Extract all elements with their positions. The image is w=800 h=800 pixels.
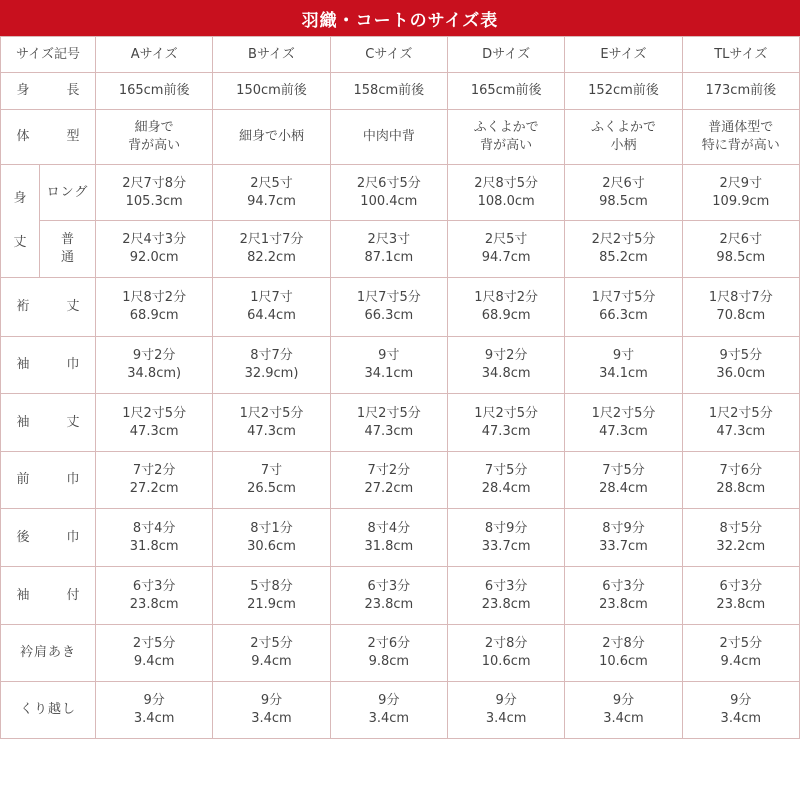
cell-measure <box>331 682 448 739</box>
cell-measure-line: 23.8cm <box>716 596 766 612</box>
cell-body-type-line: 特に背が高い <box>701 138 780 153</box>
cell-measure-line: 1尺2寸5分 <box>122 405 187 421</box>
cell-measure-line: 1尺7寸5分 <box>591 290 656 305</box>
cell-measure-line: 1尺7寸 <box>250 290 293 305</box>
cell-measure-line: 2寸6分 <box>367 636 411 651</box>
cell-measure-line: 9.4cm <box>133 654 175 669</box>
row-label-2 <box>0 394 96 452</box>
cell-measure-line: 8寸4分 <box>367 520 411 536</box>
cell-measure-line: 27.2cm <box>364 481 414 496</box>
cell-height-line: 158cm前後 <box>353 83 425 98</box>
row-label-length-0-line: ロング <box>46 184 89 200</box>
cell-measure-line: 1尺2寸5分 <box>591 405 656 421</box>
row-label-1 <box>0 337 96 394</box>
row-label-0 <box>0 278 96 337</box>
cell-measure-line: 1尺7寸5分 <box>356 290 421 305</box>
cell-height <box>213 73 330 110</box>
cell-length-line: 87.1cm <box>364 250 414 265</box>
cell-measure <box>565 567 682 625</box>
cell-measure-line: 3.4cm <box>133 711 175 726</box>
cell-body-type <box>683 110 800 165</box>
cell-length-line: 2尺1寸7分 <box>239 232 304 247</box>
row-label-length-1-line: 普 通 <box>60 232 100 265</box>
row-label-length-0 <box>40 165 96 221</box>
row-label-5 <box>0 567 96 625</box>
row-label-4 <box>0 509 96 567</box>
cell-measure-line: 9.8cm <box>368 654 410 669</box>
cell-body-type <box>96 110 213 165</box>
cell-measure <box>331 278 448 337</box>
cell-measure <box>565 452 682 509</box>
cell-length-line: 82.2cm <box>247 250 296 265</box>
header-size-code-line: サイズ記号 <box>16 46 80 62</box>
cell-height <box>331 73 448 110</box>
cell-length <box>213 221 330 278</box>
cell-measure-line: 8寸1分 <box>250 520 293 536</box>
cell-length-line: 108.0cm <box>477 193 535 209</box>
cell-body-type-line: ふくよかで <box>473 120 539 135</box>
cell-body-type <box>331 110 448 165</box>
cell-measure-line: 9分 <box>495 693 517 708</box>
cell-body-type-line: 小柄 <box>610 138 637 153</box>
length-group-char: 丈 <box>13 235 27 250</box>
cell-measure-line: 7寸2分 <box>132 463 176 478</box>
cell-measure <box>96 452 213 509</box>
cell-measure-line: 8寸7分 <box>250 348 293 363</box>
cell-measure-line: 9寸 <box>612 348 635 363</box>
cell-measure-line: 7寸 <box>260 463 283 478</box>
cell-body-type <box>448 110 565 165</box>
cell-measure <box>683 452 800 509</box>
size-table <box>0 36 800 739</box>
cell-measure-line: 10.6cm <box>599 654 648 669</box>
cell-measure-line: 26.5cm <box>247 481 296 496</box>
cell-measure-line: 36.0cm <box>716 366 766 381</box>
cell-measure-line: 21.9cm <box>247 596 296 612</box>
cell-length-line: 94.7cm <box>247 193 296 209</box>
cell-measure-line: 7寸2分 <box>367 463 411 478</box>
cell-measure-line: 1尺2寸5分 <box>708 405 773 421</box>
cell-measure-line: 9.4cm <box>720 654 762 669</box>
cell-measure-line: 6寸3分 <box>367 578 411 594</box>
cell-length-line: 98.5cm <box>716 250 766 265</box>
cell-measure <box>331 625 448 682</box>
header-size-5 <box>565 37 682 73</box>
row-label-length-group <box>0 165 40 278</box>
cell-measure <box>331 452 448 509</box>
cell-measure-line: 31.8cm <box>364 538 414 554</box>
cell-measure <box>96 682 213 739</box>
cell-length <box>565 165 682 221</box>
title-bar <box>0 0 800 36</box>
header-size-2-line: Bサイズ <box>248 46 295 62</box>
cell-measure-line: 9分 <box>730 693 752 708</box>
cell-measure-line: 8寸9分 <box>484 520 528 536</box>
row-label-height-line: 身 長 <box>16 83 92 98</box>
cell-length <box>96 165 213 221</box>
cell-measure-line: 9寸2分 <box>132 348 176 363</box>
cell-height-line: 165cm前後 <box>470 83 542 98</box>
cell-length-line: 2尺6寸5分 <box>356 175 421 191</box>
cell-measure-line: 34.1cm <box>599 366 648 381</box>
cell-measure-line: 30.6cm <box>247 538 296 554</box>
cell-measure <box>96 278 213 337</box>
cell-measure-line: 1尺8寸7分 <box>708 290 773 305</box>
header-size-6 <box>683 37 800 73</box>
cell-measure-line: 28.4cm <box>599 481 648 496</box>
cell-length <box>683 221 800 278</box>
cell-measure-line: 9寸2分 <box>484 348 528 363</box>
cell-measure-line: 33.7cm <box>481 538 531 554</box>
cell-measure-line: 3.4cm <box>485 711 527 726</box>
cell-length <box>331 165 448 221</box>
cell-measure-line: 47.3cm <box>129 423 179 439</box>
cell-measure <box>213 509 330 567</box>
cell-measure <box>565 394 682 452</box>
cell-measure-line: 23.8cm <box>364 596 414 612</box>
row-label-7-line: くり越し <box>19 702 76 717</box>
cell-measure <box>331 509 448 567</box>
cell-measure-line: 2寸5分 <box>250 636 293 651</box>
cell-measure-line: 2寸5分 <box>719 636 763 651</box>
cell-measure-line: 34.1cm <box>364 366 414 381</box>
row-label-7 <box>0 682 96 739</box>
header-size-6-line: TLサイズ <box>714 46 768 62</box>
cell-measure-line: 8寸5分 <box>719 520 763 536</box>
row-label-body <box>0 110 96 165</box>
cell-measure-line: 33.7cm <box>599 538 648 554</box>
row-label-6-line: 衿肩あき <box>19 645 76 660</box>
cell-height <box>565 73 682 110</box>
cell-measure-line: 32.9cm) <box>244 366 299 381</box>
cell-measure <box>565 682 682 739</box>
cell-measure <box>448 394 565 452</box>
cell-length <box>565 221 682 278</box>
cell-measure-line: 7寸5分 <box>602 463 645 478</box>
cell-length-line: 2尺3寸 <box>367 232 411 247</box>
cell-measure-line: 28.4cm <box>481 481 531 496</box>
cell-measure <box>565 278 682 337</box>
cell-body-type-line: 背が高い <box>480 138 533 153</box>
row-label-length-1 <box>40 221 100 278</box>
row-label-1-line: 袖 巾 <box>16 357 92 372</box>
cell-measure-line: 1尺8寸2分 <box>474 290 539 305</box>
row-label-5-line: 袖 付 <box>16 587 92 603</box>
cell-measure-line: 68.9cm <box>481 308 531 323</box>
cell-length <box>96 221 213 278</box>
cell-length-line: 2尺9寸 <box>719 175 763 191</box>
cell-measure <box>448 337 565 394</box>
cell-measure-line: 27.2cm <box>129 481 179 496</box>
cell-measure-line: 70.8cm <box>716 308 766 323</box>
cell-measure-line: 66.3cm <box>364 308 414 323</box>
cell-measure-line: 1尺8寸2分 <box>122 290 187 305</box>
cell-measure-line: 47.3cm <box>364 423 414 439</box>
row-label-3-line: 前 巾 <box>16 472 92 487</box>
cell-measure <box>683 337 800 394</box>
cell-measure <box>683 278 800 337</box>
cell-measure-line: 2寸8分 <box>602 636 645 651</box>
cell-height-line: 150cm前後 <box>236 83 307 98</box>
cell-measure <box>213 337 330 394</box>
cell-measure <box>96 337 213 394</box>
row-label-4-line: 後 巾 <box>16 529 92 545</box>
cell-height-line: 173cm前後 <box>705 83 777 98</box>
cell-measure-line: 6寸3分 <box>602 578 645 594</box>
cell-measure-line: 9分 <box>612 693 635 708</box>
cell-measure-line: 23.8cm <box>481 596 531 612</box>
table-title: 羽織・コートのサイズ表 <box>301 10 499 31</box>
cell-measure-line: 9分 <box>143 693 165 708</box>
cell-measure-line: 34.8cm) <box>127 366 182 381</box>
row-label-body-line: 体 型 <box>16 129 92 144</box>
cell-measure <box>96 394 213 452</box>
cell-measure <box>213 394 330 452</box>
cell-measure <box>213 452 330 509</box>
row-label-6 <box>0 625 96 682</box>
cell-measure-line: 6寸3分 <box>484 578 528 594</box>
cell-measure <box>213 682 330 739</box>
cell-measure-line: 31.8cm <box>129 538 179 554</box>
cell-measure-line: 47.3cm <box>599 423 648 439</box>
cell-measure-line: 9分 <box>260 693 283 708</box>
cell-length-line: 2尺5寸 <box>484 232 528 247</box>
cell-measure-line: 34.8cm <box>481 366 531 381</box>
header-size-2 <box>213 37 330 73</box>
cell-length <box>331 221 448 278</box>
cell-length <box>683 165 800 221</box>
header-size-3 <box>331 37 448 73</box>
cell-measure-line: 23.8cm <box>129 596 179 612</box>
cell-measure <box>683 682 800 739</box>
cell-measure <box>96 509 213 567</box>
cell-body-type-line: ふくよかで <box>590 120 656 135</box>
row-label-2-line: 袖 丈 <box>16 414 92 430</box>
header-size-4 <box>448 37 565 73</box>
row-label-0-line: 裄 丈 <box>16 299 92 314</box>
cell-measure-line: 2寸8分 <box>484 636 528 651</box>
cell-length-line: 2尺7寸8分 <box>122 175 187 191</box>
cell-measure <box>448 682 565 739</box>
cell-measure-line: 9.4cm <box>251 654 292 669</box>
cell-measure <box>331 337 448 394</box>
cell-body-type-line: 背が高い <box>128 138 181 153</box>
cell-length-line: 2尺4寸3分 <box>122 232 187 247</box>
cell-measure-line: 32.2cm <box>716 538 766 554</box>
cell-height-line: 165cm前後 <box>118 83 190 98</box>
cell-body-type-line: 中肉中背 <box>362 129 415 144</box>
cell-measure-line: 47.3cm <box>247 423 296 439</box>
header-size-1-line: Aサイズ <box>130 46 178 62</box>
cell-measure-line: 47.3cm <box>716 423 766 439</box>
cell-measure <box>213 567 330 625</box>
cell-measure-line: 10.6cm <box>481 654 531 669</box>
cell-measure-line: 1尺2寸5分 <box>356 405 421 421</box>
cell-length-line: 2尺2寸5分 <box>591 232 656 247</box>
cell-measure <box>331 394 448 452</box>
cell-measure-line: 8寸4分 <box>132 520 176 536</box>
cell-length-line: 2尺6寸 <box>719 232 763 247</box>
cell-measure <box>683 625 800 682</box>
cell-height <box>683 73 800 110</box>
cell-height <box>448 73 565 110</box>
cell-measure <box>96 567 213 625</box>
cell-measure <box>565 337 682 394</box>
cell-length-line: 109.9cm <box>712 193 770 209</box>
cell-measure-line: 64.4cm <box>247 308 296 323</box>
cell-length-line: 98.5cm <box>599 193 648 209</box>
cell-measure-line: 68.9cm <box>129 308 179 323</box>
cell-measure-line: 7寸5分 <box>484 463 528 478</box>
cell-height-line: 152cm前後 <box>588 83 659 98</box>
cell-measure-line: 66.3cm <box>599 308 648 323</box>
cell-length-line: 2尺5寸 <box>250 175 293 191</box>
cell-measure <box>565 509 682 567</box>
cell-height <box>96 73 213 110</box>
cell-body-type-line: 細身で <box>134 120 174 135</box>
cell-measure-line: 9分 <box>378 693 400 708</box>
cell-measure-line: 1尺2寸5分 <box>474 405 539 421</box>
cell-measure <box>448 452 565 509</box>
cell-measure <box>213 625 330 682</box>
cell-length-line: 100.4cm <box>360 193 418 209</box>
cell-body-type <box>213 110 330 165</box>
cell-measure <box>96 625 213 682</box>
cell-length-line: 2尺6寸 <box>602 175 645 191</box>
cell-length-line: 105.3cm <box>125 193 183 209</box>
cell-measure <box>448 278 565 337</box>
cell-length-line: 94.7cm <box>481 250 531 265</box>
cell-measure-line: 2寸5分 <box>132 636 176 651</box>
row-label-3 <box>0 452 96 509</box>
cell-measure <box>683 567 800 625</box>
cell-length <box>448 165 565 221</box>
cell-measure <box>448 509 565 567</box>
length-group-char: 身 <box>13 191 27 206</box>
cell-length-line: 92.0cm <box>129 250 179 265</box>
cell-body-type <box>565 110 682 165</box>
cell-length-line: 85.2cm <box>599 250 648 265</box>
cell-length <box>213 165 330 221</box>
cell-measure-line: 9寸 <box>378 348 400 363</box>
cell-measure <box>448 625 565 682</box>
cell-measure-line: 6寸3分 <box>132 578 176 594</box>
cell-measure <box>448 567 565 625</box>
cell-measure-line: 47.3cm <box>481 423 531 439</box>
cell-length <box>448 221 565 278</box>
header-size-code <box>0 37 96 73</box>
cell-length-line: 2尺8寸5分 <box>474 175 539 191</box>
row-label-height <box>0 73 96 110</box>
cell-measure <box>331 567 448 625</box>
cell-measure-line: 28.8cm <box>716 481 766 496</box>
cell-measure-line: 23.8cm <box>599 596 648 612</box>
header-size-1 <box>96 37 213 73</box>
cell-measure-line: 3.4cm <box>251 711 292 726</box>
cell-measure-line: 3.4cm <box>720 711 762 726</box>
cell-measure-line: 7寸6分 <box>719 463 763 478</box>
cell-measure-line: 6寸3分 <box>719 578 763 594</box>
cell-measure <box>213 278 330 337</box>
header-size-4-line: Dサイズ <box>482 46 531 62</box>
cell-measure-line: 3.4cm <box>368 711 410 726</box>
cell-measure <box>683 509 800 567</box>
cell-body-type-line: 細身で小柄 <box>238 129 304 144</box>
cell-measure <box>565 625 682 682</box>
cell-body-type-line: 普通体型で <box>708 120 774 135</box>
header-size-5-line: Eサイズ <box>600 46 647 62</box>
cell-measure-line: 8寸9分 <box>602 520 645 536</box>
cell-measure-line: 1尺2寸5分 <box>239 405 304 421</box>
cell-measure-line: 5寸8分 <box>250 578 293 594</box>
header-size-3-line: Cサイズ <box>365 46 413 62</box>
cell-measure-line: 3.4cm <box>603 711 644 726</box>
cell-measure-line: 9寸5分 <box>719 348 763 363</box>
cell-measure <box>683 394 800 452</box>
